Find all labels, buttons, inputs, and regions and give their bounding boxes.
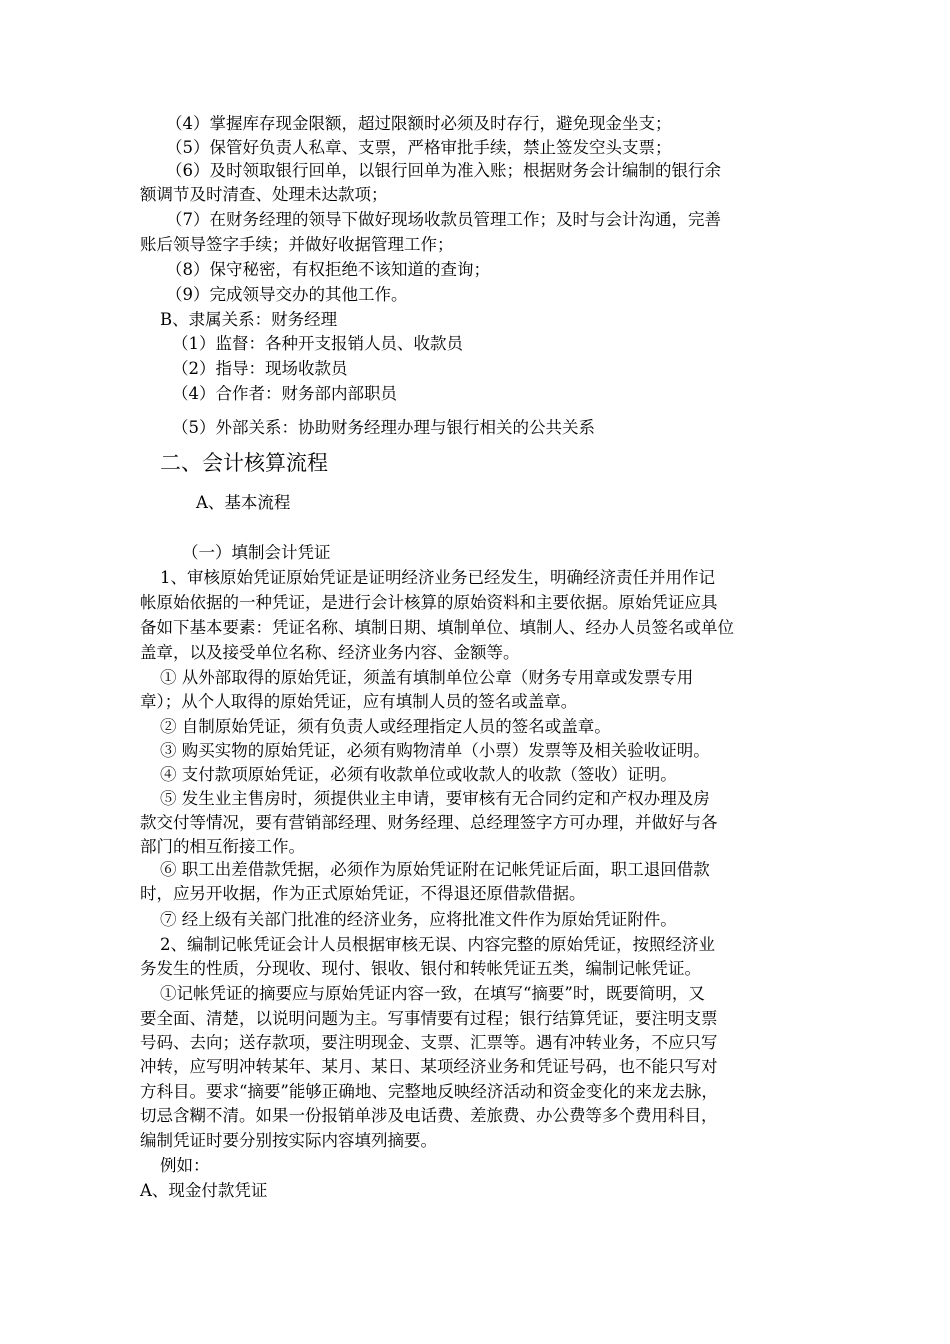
example-label: 例如： xyxy=(160,1156,210,1175)
duty-line-8: （8）保守秘密，有权拒绝不该知道的查询； xyxy=(166,260,490,279)
subordination-heading: B、隶属关系：财务经理 xyxy=(160,310,338,329)
relation-supervise: （1）监督：各种开支报销人员、收款员 xyxy=(172,334,463,353)
item4: ④ 支付款项原始凭证，必须有收款单位或收款人的收款（签收）证明。 xyxy=(160,765,677,784)
relation-cooperate: （4）合作者：财务部内部职员 xyxy=(172,384,397,403)
item5-line2: 款交付等情况，要有营销部经理、财务经理、总经理签字方可办理，并做好与各 xyxy=(140,813,718,832)
item3: ③ 购买实物的原始凭证，必须有购物清单（小票）发票等及相关验收证明。 xyxy=(160,741,710,760)
item6-line1: ⑥ 职工出差借款凭据，必须作为原始凭证附在记帐凭证后面，职工退回借款 xyxy=(160,860,710,879)
step-heading: （一）填制会计凭证 xyxy=(182,543,331,562)
item6-line2: 时，应另开收据，作为正式原始凭证，不得退还原借款借据。 xyxy=(140,884,586,903)
summary-line3: 号码、去向；送存款项，要注明现金、支票、汇票等。遇有冲转业务，不应只写 xyxy=(140,1033,718,1052)
duty-line-5: （5）保管好负责人私章、支票，严格审批手续，禁止签发空头支票； xyxy=(166,138,672,157)
summary-line6: 切忌含糊不清。如果一份报销单涉及电话费、差旅费、办公费等多个费用科目， xyxy=(140,1106,718,1125)
item1-line2: 章）；从个人取得的原始凭证，应有填制人员的签名或盖章。 xyxy=(140,692,578,711)
para1-line2: 帐原始依据的一种凭证，是进行会计核算的原始资料和主要依据。原始凭证应具 xyxy=(140,593,718,612)
duty-line-9: （9）完成领导交办的其他工作。 xyxy=(166,285,408,304)
duty-line-6: （6）及时领取银行回单，以银行回单为准入账；根据财务会计编制的银行余 xyxy=(166,161,721,180)
para1-line3: 备如下基本要素：凭证名称、填制日期、填制单位、填制人、经办人员签名或单位 xyxy=(140,618,734,637)
subsection-heading: A、基本流程 xyxy=(196,493,291,512)
summary-line2: 要全面、清楚，以说明问题为主。写事情要有过程；银行结算凭证，要注明支票 xyxy=(140,1009,718,1028)
item5-line1: ⑤ 发生业主售房时，须提供业主申请，要审核有无合同约定和产权办理及房 xyxy=(160,789,710,808)
section-heading: 二、会计核算流程 xyxy=(160,451,328,475)
item5-line3: 部门的相互衔接工作。 xyxy=(140,837,305,856)
para1-line1: 1、审核原始凭证原始凭证是证明经济业务已经发生，明确经济责任并用作记 xyxy=(160,568,715,587)
relation-guide: （2）指导：现场收款员 xyxy=(172,359,348,378)
summary-line7: 编制凭证时要分别按实际内容填列摘要。 xyxy=(140,1131,437,1150)
duty-line-7-cont: 账后领导签字手续；并做好收据管理工作； xyxy=(140,235,454,254)
relation-external: （5）外部关系：协助财务经理办理与银行相关的公共关系 xyxy=(172,418,595,437)
item1-line1: ① 从外部取得的原始凭证，须盖有填制单位公章（财务专用章或发票专用 xyxy=(160,668,694,687)
summary-line1: ①记帐凭证的摘要应与原始凭证内容一致，在填写“摘要”时，既要简明，又 xyxy=(160,984,705,1003)
duty-line-6-cont: 额调节及时清查、处理未达款项； xyxy=(140,185,388,204)
summary-line5: 方科目。要求“摘要”能够正确地、完整地反映经济活动和资金变化的来龙去脉， xyxy=(140,1082,718,1101)
item7: ⑦ 经上级有关部门批准的经济业务，应将批准文件作为原始凭证附件。 xyxy=(160,910,677,929)
para2-line1: 2、编制记帐凭证会计人员根据审核无误、内容完整的原始凭证，按照经济业 xyxy=(160,935,715,954)
para2-line2: 务发生的性质，分现收、现付、银收、银付和转帐凭证五类，编制记帐凭证。 xyxy=(140,959,701,978)
example-heading: A、现金付款凭证 xyxy=(140,1181,268,1200)
item2: ② 自制原始凭证，须有负责人或经理指定人员的签名或盖章。 xyxy=(160,717,611,736)
duty-line-4: （4）掌握库存现金限额，超过限额时必须及时存行，避免现金坐支； xyxy=(166,114,672,133)
para1-line4: 盖章，以及接受单位名称、经济业务内容、金额等。 xyxy=(140,643,520,662)
summary-line4: 冲转，应写明冲转某年、某月、某日、某项经济业务和凭证号码，也不能只写对 xyxy=(140,1057,718,1076)
duty-line-7: （7）在财务经理的领导下做好现场收款员管理工作；及时与会计沟通，完善 xyxy=(166,210,721,229)
